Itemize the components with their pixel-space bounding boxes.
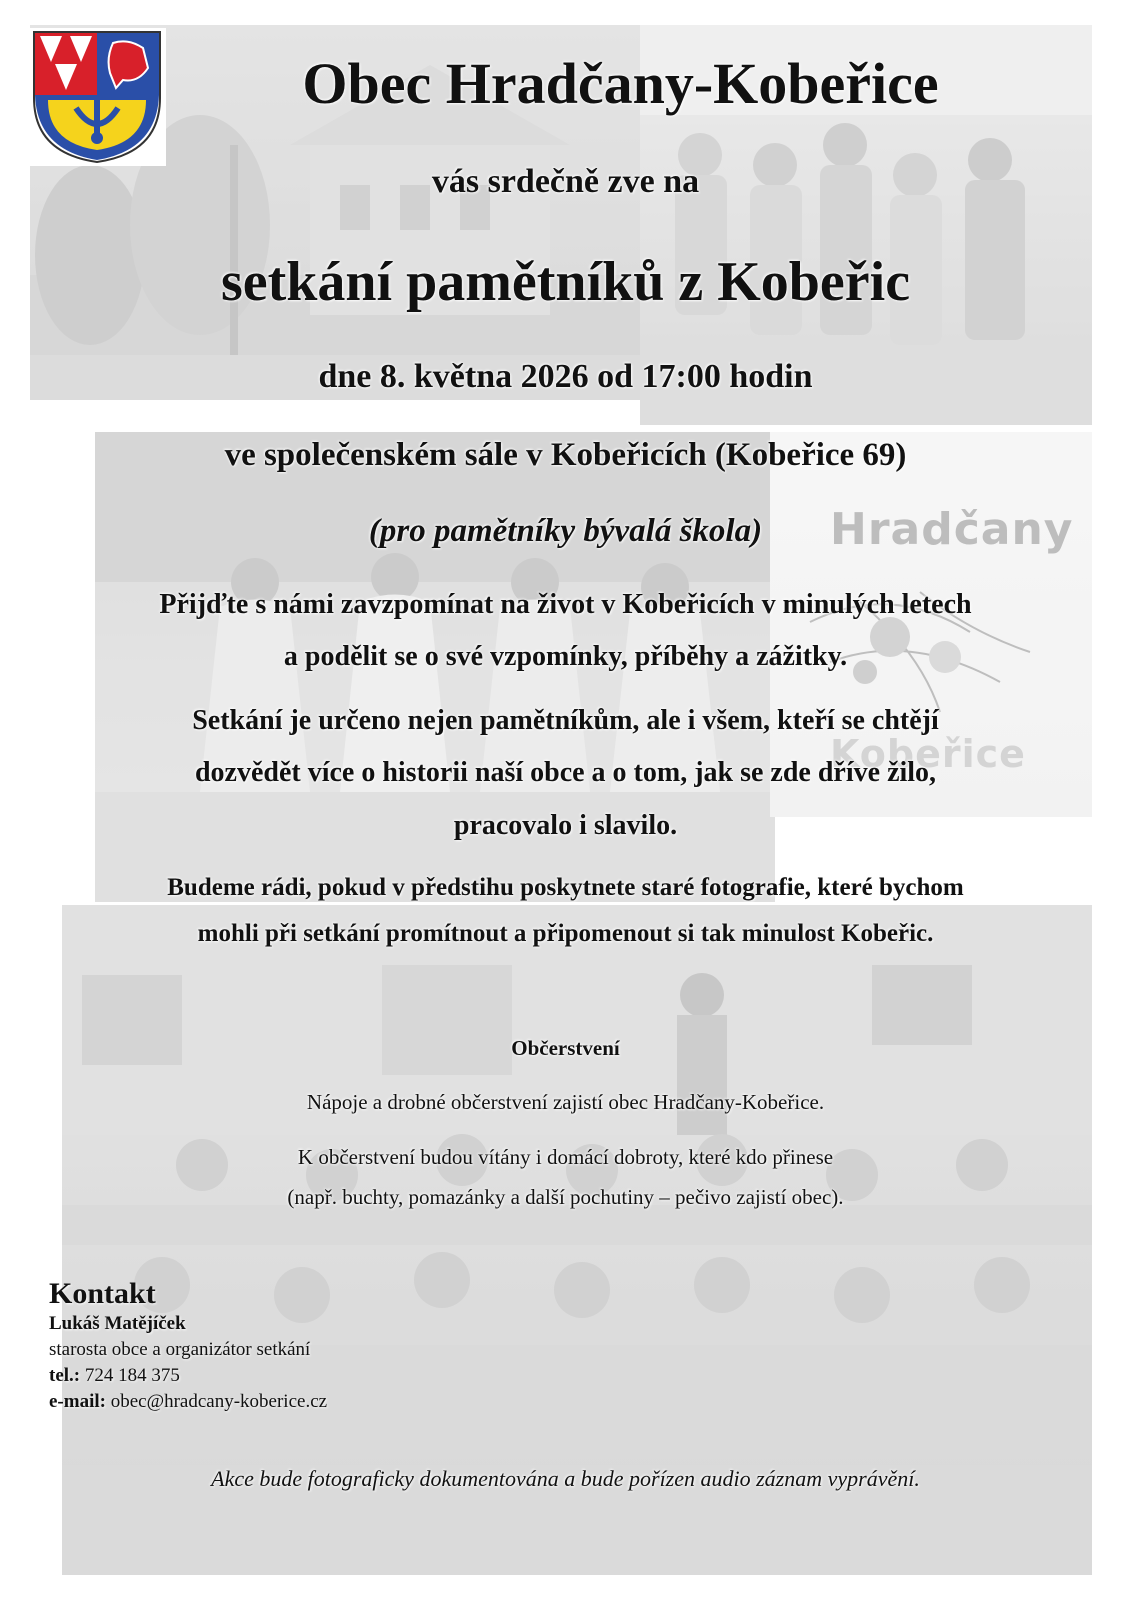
contact-phone: 724 184 375 [84, 1365, 180, 1386]
contact-name: Lukáš Matějíček [49, 1313, 186, 1334]
contact-role: starosta obce a organizátor setkání [49, 1339, 311, 1360]
card-text-koberice: Kobeřice [830, 732, 1026, 776]
invitation-intro: vás srdečně zve na [431, 163, 700, 200]
contact-phone-row [49, 1363, 327, 1389]
contact-email-label: e-mail: [49, 1391, 106, 1412]
contact-heading: Kontakt [49, 1277, 156, 1310]
contact-block [49, 1277, 327, 1415]
contact-email[interactable]: obec@hradcany-koberice.cz [110, 1391, 328, 1412]
event-date: dne 8. května 2026 od 17:00 hodin [318, 358, 813, 395]
refreshments-line-2: K občerstvení budou vítány i domácí dobroty, které kdo přinese [297, 1145, 834, 1169]
refreshments-heading: Občerstvení [511, 1036, 620, 1060]
event-name: setkání pamětníků z Kobeřic [220, 251, 911, 313]
contact-phone-label: tel.: [49, 1365, 81, 1386]
body-paragraph-2-line-1: Setkání je určeno nejen pamětníkům, ale i všem, kteří se chtějí [192, 705, 939, 736]
body-paragraph-2-line-2: dozvědět více o historii naší obce a o tom, jak se zde dříve žilo, [194, 757, 937, 788]
card-text-hradcany: Hradčany [830, 504, 1074, 555]
body-paragraph-2-line-3: pracovalo i slavilo. [453, 810, 678, 841]
body-paragraph-1-line-2: a podělit se o své vzpomínky, příběhy a zážitky. [283, 641, 848, 672]
contact-email-row [49, 1389, 327, 1415]
footer-note: Akce bude fotograficky dokumentována a bude pořízen audio záznam vyprávění. [211, 1466, 920, 1491]
body-paragraph-3-line-2: mohli při setkání promítnout a připomenout si tak minulost Kobeřic. [197, 920, 934, 947]
event-venue-note: (pro pamětníky bývalá škola) [368, 513, 763, 549]
body-paragraph-1-line-1: Přijďte s námi zavzpomínat na život v Kobeřicích v minulých letech [159, 589, 972, 620]
event-venue: ve společenském sále v Kobeřicích (Kobeřice 69) [224, 437, 907, 473]
refreshments-line-1: Nápoje a drobné občerstvení zajistí obec Hradčany-Kobeřice. [306, 1090, 825, 1114]
refreshments-line-3: (např. buchty, pomazánky a další pochutiny – pečivo zajistí obec). [287, 1185, 844, 1209]
municipality-title: Obec Hradčany-Kobeřice [302, 51, 939, 116]
body-paragraph-3-line-1: Budeme rádi, pokud v předstihu poskytnete staré fotografie, které bychom [167, 874, 964, 901]
